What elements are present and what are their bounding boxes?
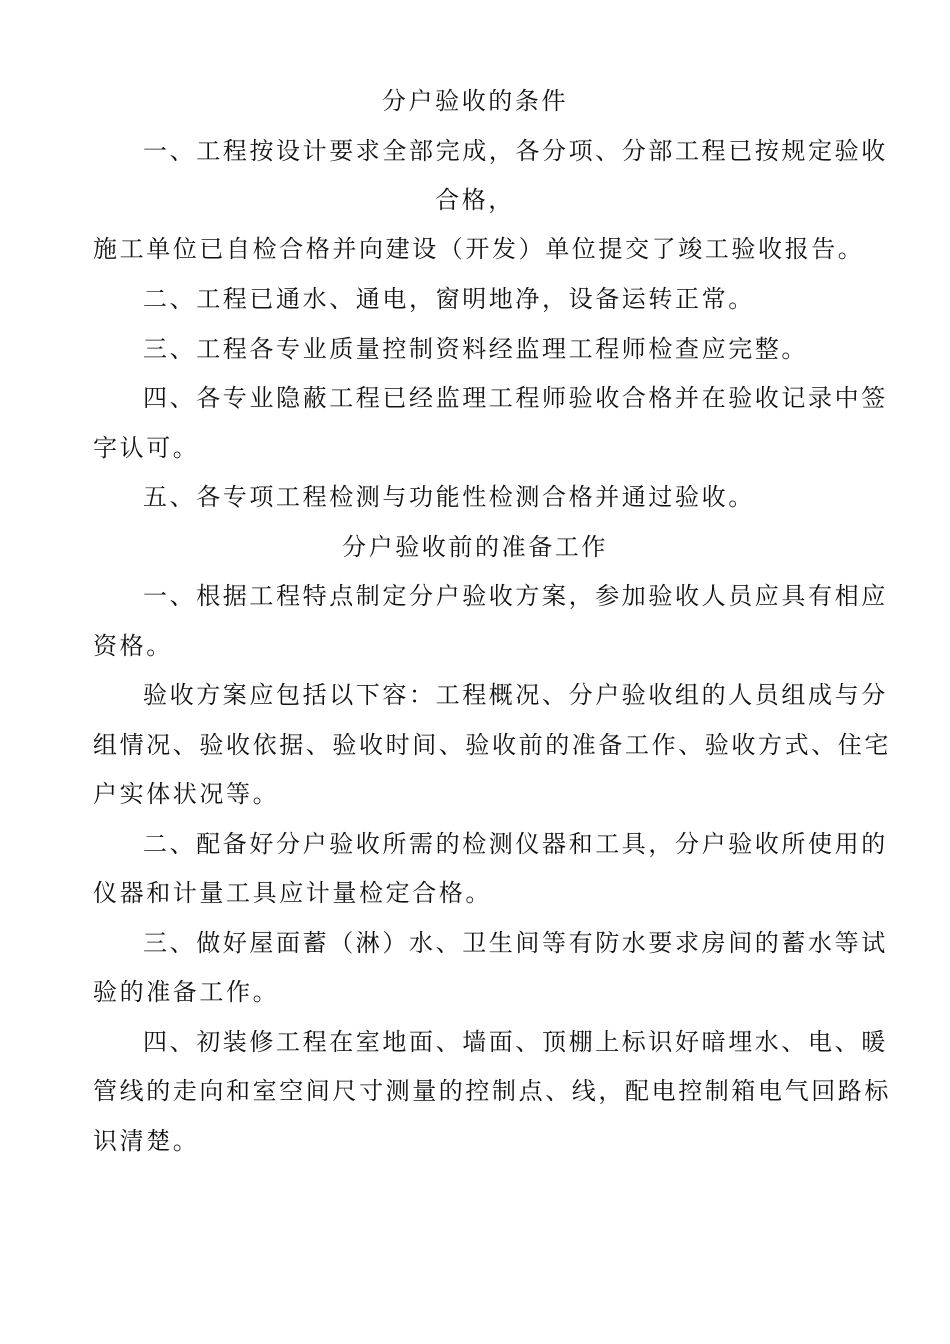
section1-item3: 三、工程各专业质量控制资料经监理工程师检查应完整。 [143, 335, 808, 363]
section2-item4-line2: 管线的走向和室空间尺寸测量的控制点、线，配电控制箱电气回路标 [93, 1077, 891, 1105]
section1-item1-line3: 施工单位已自检合格并向建设（开发）单位提交了竣工验收报告。 [93, 235, 865, 263]
section2-item4-line3: 识清楚。 [93, 1127, 200, 1155]
section2-item1-line1: 一、根据工程特点制定分户验收方案，参加验收人员应具有相应 [143, 582, 888, 610]
section2-plan-line3: 户实体状况等。 [93, 780, 280, 808]
section2-item1-line2: 资格。 [93, 632, 173, 660]
section2-item3-line2: 验的准备工作。 [93, 978, 280, 1006]
section2-plan-line2: 组情况、验收依据、验收时间、验收前的准备工作、验收方式、住宅 [93, 731, 891, 759]
section2-item3-line1: 三、做好屋面蓄（淋）水、卫生间等有防水要求房间的蓄水等试 [143, 929, 888, 957]
section2-item2-line1: 二、配备好分户验收所需的检测仪器和工具，分户验收所使用的 [143, 830, 888, 858]
section2-item2-line2: 仪器和计量工具应计量检定合格。 [93, 879, 492, 907]
section1-item5: 五、各专项工程检测与功能性检测合格并通过验收。 [143, 483, 755, 511]
section2-plan-line1: 验收方案应包括以下容：工程概况、分户验收组的人员组成与分 [143, 681, 888, 709]
section2-item4-line1: 四、初装修工程在室地面、墙面、顶棚上标识好暗埋水、电、暖 [143, 1028, 888, 1056]
section1-item1-line2: 合格， [435, 186, 515, 214]
section1-item4-line2: 字认可。 [93, 434, 200, 462]
section1-title: 分户验收的条件 [381, 87, 569, 115]
section1-item2: 二、工程已通水、通电，窗明地净，设备运转正常。 [143, 285, 755, 313]
section1-item4-line1: 四、各专业隐蔽工程已经监理工程师验收合格并在验收记录中签 [143, 384, 888, 412]
section1-item1-line1: 一、工程按设计要求全部完成，各分项、分部工程已按规定验收 [143, 137, 888, 165]
section2-title: 分户验收前的准备工作 [342, 533, 608, 561]
